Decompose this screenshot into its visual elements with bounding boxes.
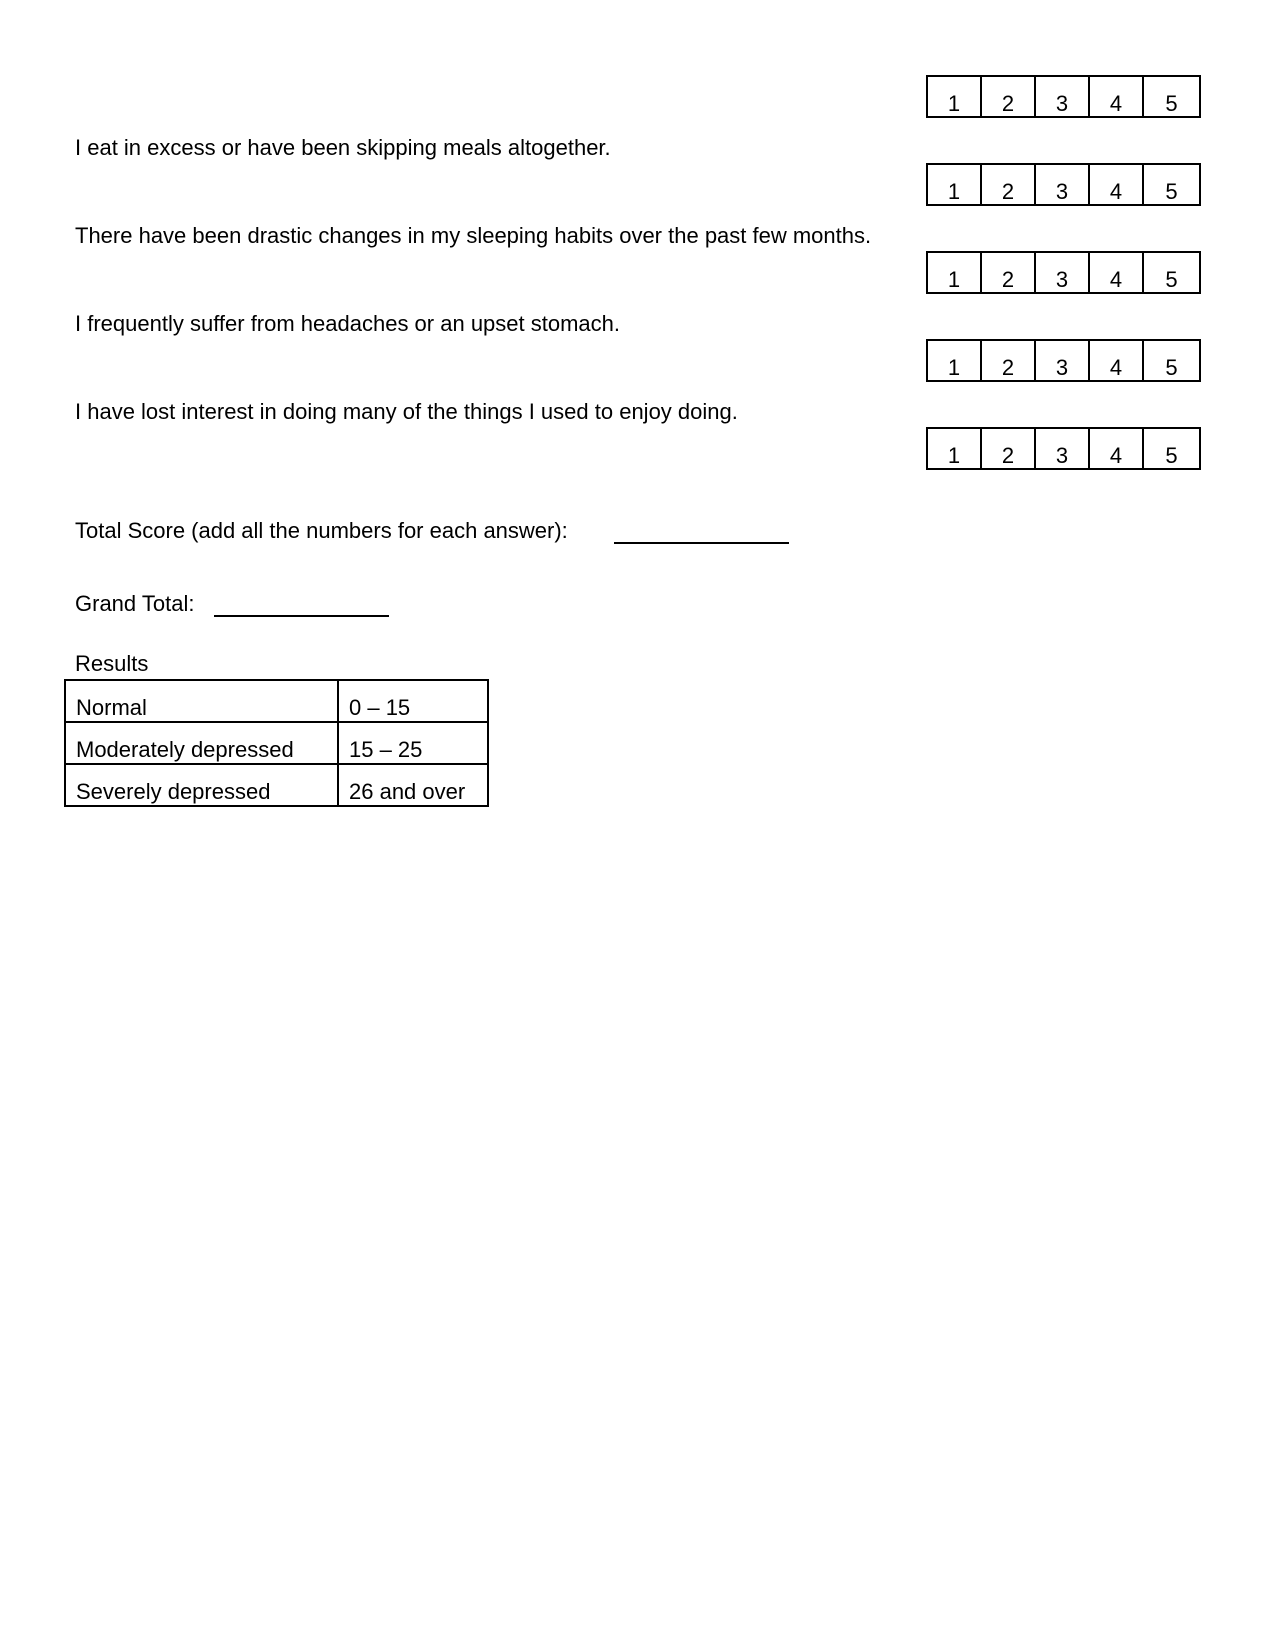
results-title: Results bbox=[75, 651, 149, 676]
rating-option-3[interactable]: 3 bbox=[1036, 77, 1090, 116]
result-category: Normal bbox=[65, 680, 338, 722]
result-category: Moderately depressed bbox=[65, 722, 338, 764]
result-range: 26 and over bbox=[338, 764, 488, 806]
rating-option-5[interactable]: 5 bbox=[1165, 179, 1178, 204]
rating-option-2[interactable]: 2 bbox=[982, 165, 1036, 204]
rating-option-4[interactable]: 4 bbox=[1090, 165, 1144, 204]
rating-option-1[interactable]: 1 bbox=[928, 341, 982, 380]
rating-scale-1 bbox=[926, 163, 1201, 206]
rating-option-1[interactable]: 1 bbox=[928, 429, 982, 468]
rating-option-3[interactable]: 3 bbox=[1036, 253, 1090, 292]
total-score-label: Total Score (add all the numbers for each answer): bbox=[75, 518, 568, 543]
rating-option-5[interactable]: 5 bbox=[1165, 267, 1178, 292]
table-row bbox=[65, 680, 488, 722]
rating-option-3[interactable]: 3 bbox=[1036, 429, 1090, 468]
statement-text: I have lost interest in doing many of the things I used to enjoy doing. bbox=[75, 399, 738, 424]
rating-scale-4 bbox=[926, 427, 1201, 470]
statement-text: I frequently suffer from headaches or an upset stomach. bbox=[75, 311, 621, 336]
rating-option-4[interactable]: 4 bbox=[1090, 77, 1144, 116]
statement-text: There have been drastic changes in my sleeping habits over the past few months. bbox=[75, 223, 872, 248]
total-score-blank[interactable] bbox=[614, 542, 789, 544]
rating-option-3[interactable]: 3 bbox=[1036, 341, 1090, 380]
rating-option-4[interactable]: 4 bbox=[1090, 341, 1144, 380]
rating-scale-3 bbox=[926, 339, 1201, 382]
rating-option-5[interactable]: 5 bbox=[1165, 355, 1178, 380]
result-range: 15 – 25 bbox=[338, 722, 488, 764]
rating-option-5[interactable]: 5 bbox=[1165, 91, 1178, 116]
rating-option-1[interactable]: 1 bbox=[928, 77, 982, 116]
rating-option-1[interactable]: 1 bbox=[928, 253, 982, 292]
result-category: Severely depressed bbox=[65, 764, 338, 806]
rating-option-1[interactable]: 1 bbox=[928, 165, 982, 204]
table-row bbox=[65, 722, 488, 764]
rating-option-3[interactable]: 3 bbox=[1036, 165, 1090, 204]
result-range: 0 – 15 bbox=[338, 680, 488, 722]
rating-option-2[interactable]: 2 bbox=[982, 341, 1036, 380]
rating-scale-0 bbox=[926, 75, 1201, 118]
rating-option-4[interactable]: 4 bbox=[1090, 429, 1144, 468]
rating-option-2[interactable]: 2 bbox=[982, 253, 1036, 292]
table-row bbox=[65, 764, 488, 806]
grand-total-blank[interactable] bbox=[214, 615, 389, 617]
grand-total-label: Grand Total: bbox=[75, 591, 195, 616]
rating-option-2[interactable]: 2 bbox=[982, 77, 1036, 116]
results-table bbox=[64, 679, 489, 807]
rating-scale-2 bbox=[926, 251, 1201, 294]
rating-option-4[interactable]: 4 bbox=[1090, 253, 1144, 292]
statement-text: I eat in excess or have been skipping meals altogether. bbox=[75, 135, 611, 160]
rating-option-5[interactable]: 5 bbox=[1165, 443, 1178, 468]
rating-option-2[interactable]: 2 bbox=[982, 429, 1036, 468]
